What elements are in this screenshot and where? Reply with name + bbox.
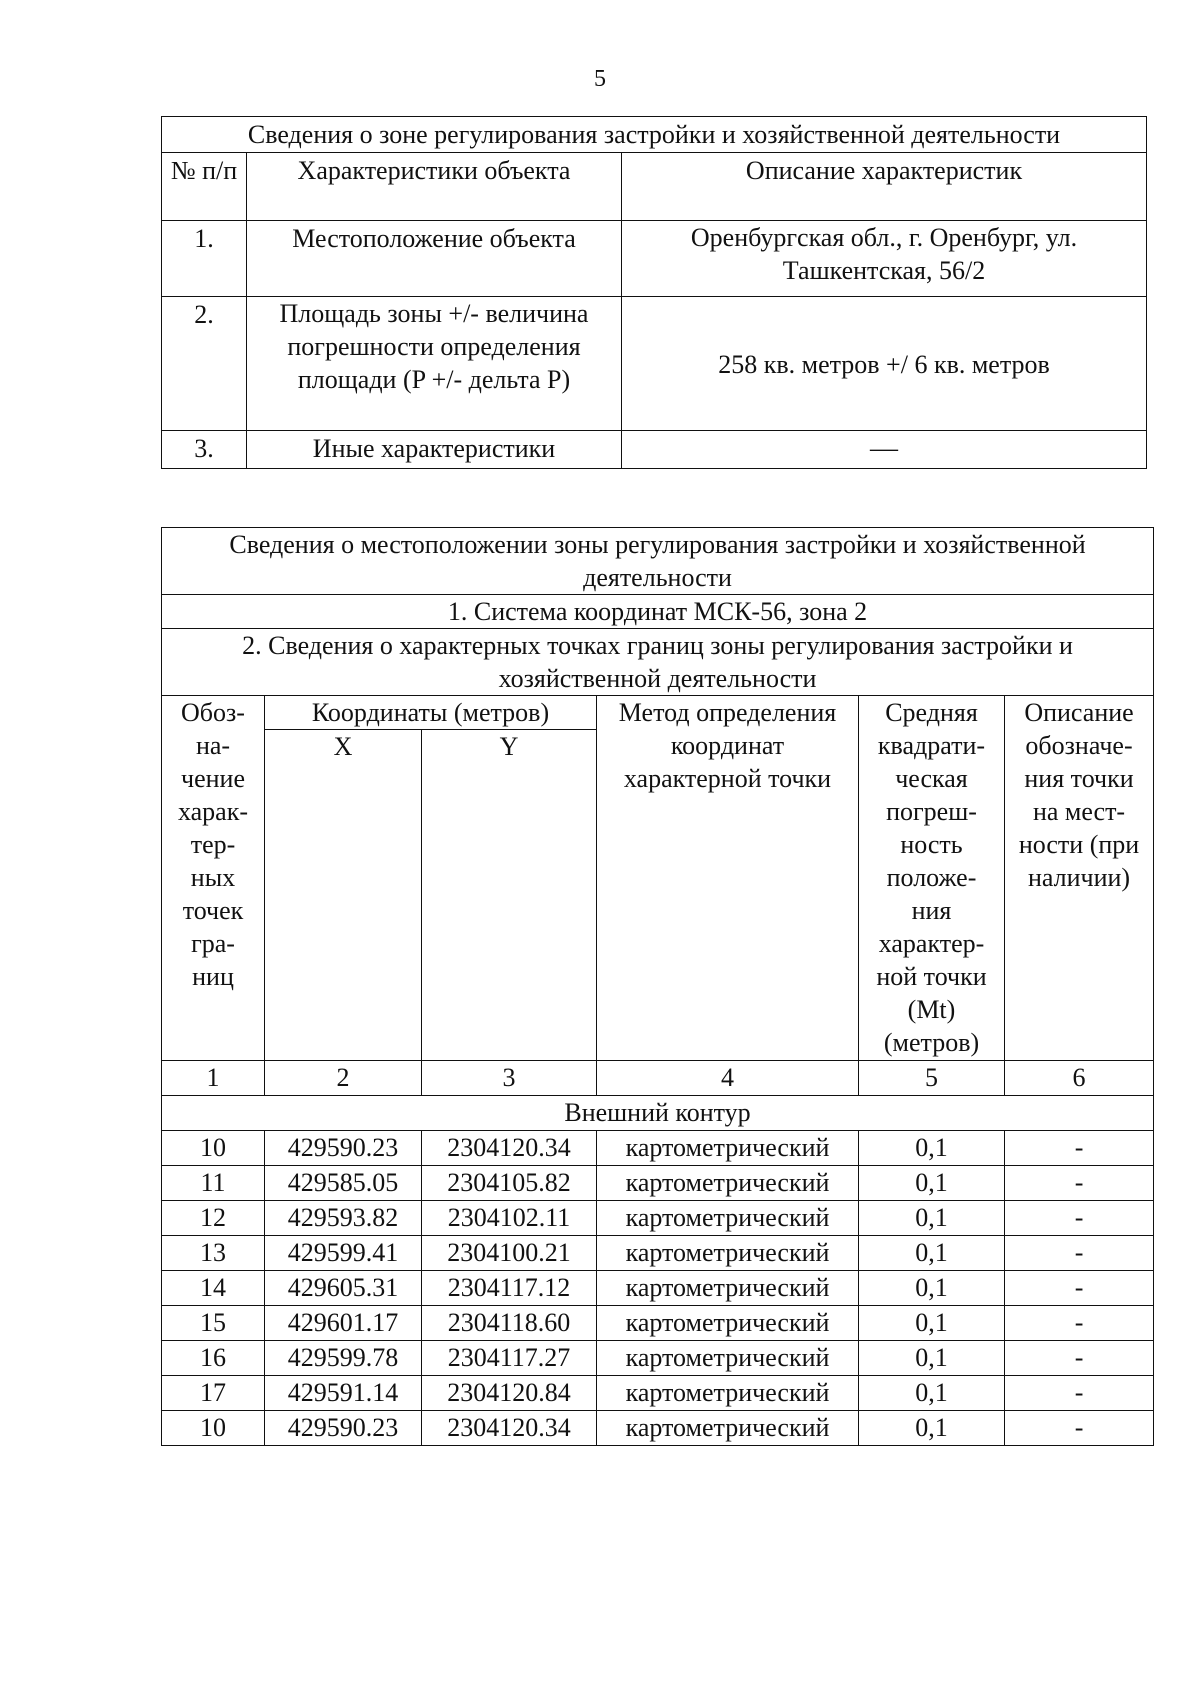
table-row xyxy=(162,1411,1154,1446)
point-y: 2304117.27 xyxy=(422,1341,597,1376)
point-y: 2304120.34 xyxy=(422,1131,597,1166)
point-id: 14 xyxy=(162,1271,265,1306)
row-characteristic: Площадь зоны +/- величина погрешности определения площади (P +/- дельта P) xyxy=(247,297,622,431)
point-y: 2304100.21 xyxy=(422,1236,597,1271)
point-y: 2304102.11 xyxy=(422,1201,597,1236)
point-method: картометрический xyxy=(597,1131,859,1166)
point-x: 429601.17 xyxy=(265,1306,422,1341)
point-description: - xyxy=(1005,1411,1154,1446)
point-x: 429599.78 xyxy=(265,1341,422,1376)
point-id: 16 xyxy=(162,1341,265,1376)
point-id: 12 xyxy=(162,1201,265,1236)
point-description: - xyxy=(1005,1376,1154,1411)
point-method: картометрический xyxy=(597,1201,859,1236)
point-error: 0,1 xyxy=(859,1376,1005,1411)
point-method: картометрический xyxy=(597,1236,859,1271)
row-num: 2. xyxy=(162,297,247,431)
point-id: 10 xyxy=(162,1131,265,1166)
point-description: - xyxy=(1005,1306,1154,1341)
point-error: 0,1 xyxy=(859,1341,1005,1376)
point-description: - xyxy=(1005,1166,1154,1201)
row-description: — xyxy=(622,431,1147,469)
point-x: 429593.82 xyxy=(265,1201,422,1236)
row-num: 1. xyxy=(162,221,247,297)
point-error: 0,1 xyxy=(859,1306,1005,1341)
point-y: 2304105.82 xyxy=(422,1166,597,1201)
point-error: 0,1 xyxy=(859,1201,1005,1236)
table-row xyxy=(162,1306,1154,1341)
point-description: - xyxy=(1005,1341,1154,1376)
point-y: 2304118.60 xyxy=(422,1306,597,1341)
zone-info-table xyxy=(161,116,1147,469)
page-number: 5 xyxy=(594,66,606,92)
header-x: X xyxy=(265,730,422,1061)
table-row xyxy=(162,1166,1154,1201)
header-error: Средняя квадрати-ческая погреш-ность положе-ния характер-ной точки (Mt) (метров) xyxy=(859,696,1005,1061)
point-description: - xyxy=(1005,1201,1154,1236)
column-index: 2 xyxy=(265,1061,422,1096)
header-characteristic: Характеристики объекта xyxy=(247,153,622,221)
point-method: картометрический xyxy=(597,1376,859,1411)
table-row xyxy=(162,1131,1154,1166)
point-x: 429585.05 xyxy=(265,1166,422,1201)
contour-label: Внешний контур xyxy=(162,1096,1154,1131)
point-error: 0,1 xyxy=(859,1131,1005,1166)
point-y: 2304120.34 xyxy=(422,1411,597,1446)
point-id: 11 xyxy=(162,1166,265,1201)
table-row xyxy=(162,1341,1154,1376)
row-num: 3. xyxy=(162,431,247,469)
point-x: 429599.41 xyxy=(265,1236,422,1271)
point-x: 429605.31 xyxy=(265,1271,422,1306)
header-coordinates: Координаты (метров) xyxy=(265,696,597,730)
points-title: 2. Сведения о характерных точках границ зоны регулирования застройки и хозяйственной деятельности xyxy=(162,629,1154,696)
header-point-description: Описание обозначе-ния точки на мест-ности (при наличии) xyxy=(1005,696,1154,1061)
column-index: 4 xyxy=(597,1061,859,1096)
header-method: Метод определения координат характерной точки xyxy=(597,696,859,1061)
point-method: картометрический xyxy=(597,1271,859,1306)
point-description: - xyxy=(1005,1236,1154,1271)
point-error: 0,1 xyxy=(859,1166,1005,1201)
column-index: 3 xyxy=(422,1061,597,1096)
header-num: № п/п xyxy=(162,153,247,221)
header-designation: Обоз-на-чение харак-тер-ных точек гра-ниц xyxy=(162,696,265,1061)
table-row xyxy=(162,1271,1154,1306)
coord-system: 1. Система координат МСК-56, зона 2 xyxy=(162,595,1154,629)
point-description: - xyxy=(1005,1271,1154,1306)
point-method: картометрический xyxy=(597,1306,859,1341)
point-x: 429591.14 xyxy=(265,1376,422,1411)
row-characteristic: Местоположение объекта xyxy=(247,221,622,297)
location-info-title: Сведения о местоположении зоны регулирования застройки и хозяйственной деятельности xyxy=(162,528,1154,595)
point-error: 0,1 xyxy=(859,1411,1005,1446)
point-description: - xyxy=(1005,1131,1154,1166)
zone-info-title: Сведения о зоне регулирования застройки и хозяйственной деятельности xyxy=(162,117,1147,153)
location-info-table xyxy=(161,527,1154,1446)
point-id: 15 xyxy=(162,1306,265,1341)
column-index: 1 xyxy=(162,1061,265,1096)
table-row xyxy=(162,1236,1154,1271)
point-x: 429590.23 xyxy=(265,1411,422,1446)
points-body xyxy=(162,1131,1154,1446)
point-method: картометрический xyxy=(597,1341,859,1376)
point-method: картометрический xyxy=(597,1166,859,1201)
header-description: Описание характеристик xyxy=(622,153,1147,221)
table-row xyxy=(162,1376,1154,1411)
point-x: 429590.23 xyxy=(265,1131,422,1166)
table-row xyxy=(162,1201,1154,1236)
column-index: 6 xyxy=(1005,1061,1154,1096)
point-y: 2304117.12 xyxy=(422,1271,597,1306)
point-error: 0,1 xyxy=(859,1271,1005,1306)
row-characteristic: Иные характеристики xyxy=(247,431,622,469)
row-description: Оренбургская обл., г. Оренбург, ул. Ташкентская, 56/2 xyxy=(622,221,1147,297)
point-error: 0,1 xyxy=(859,1236,1005,1271)
row-description: 258 кв. метров +/ 6 кв. метров xyxy=(622,297,1147,431)
point-id: 10 xyxy=(162,1411,265,1446)
point-id: 13 xyxy=(162,1236,265,1271)
point-method: картометрический xyxy=(597,1411,859,1446)
column-index: 5 xyxy=(859,1061,1005,1096)
header-y: Y xyxy=(422,730,597,1061)
point-id: 17 xyxy=(162,1376,265,1411)
point-y: 2304120.84 xyxy=(422,1376,597,1411)
